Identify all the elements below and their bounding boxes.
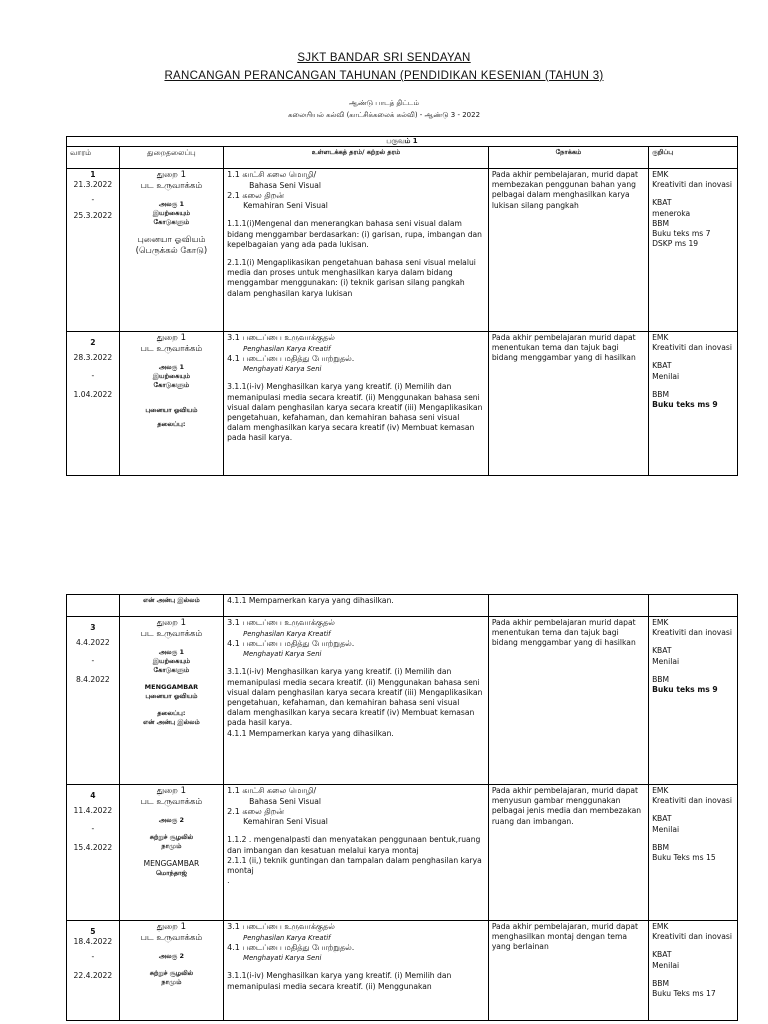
- topic-line: அலகு 1: [158, 200, 184, 208]
- content-line: 1.1 காட்சி கலை மொழி/: [227, 786, 317, 795]
- notes-line: Menilai: [652, 371, 680, 381]
- notes-line: EMK: [652, 922, 669, 931]
- topic-line: தலைப்பு:: [157, 709, 186, 717]
- topic-line: புனையா ஓவியம்: [145, 406, 198, 414]
- topic-line: அலகு 1: [158, 363, 184, 371]
- notes-line: KBAT: [652, 646, 672, 656]
- term-label: பருவம் 1: [67, 137, 738, 147]
- notes-cell: [649, 332, 738, 476]
- week-cell: [67, 169, 120, 332]
- table-row: [67, 617, 738, 785]
- notes-line: Kreativiti dan inovasi: [652, 343, 732, 353]
- topic-line: கோடுகளும்: [153, 381, 190, 389]
- col-topic: துறைதலைப்பு: [119, 147, 223, 169]
- content-cell: [224, 921, 489, 1021]
- notes-line: KBAT: [652, 950, 672, 960]
- topic-cell: [119, 169, 223, 332]
- week-cell: [67, 595, 120, 617]
- topic-line: கோடுகளும்: [153, 218, 190, 226]
- notes-cell: [649, 595, 738, 617]
- week-cell: [67, 921, 120, 1021]
- content-cell: [224, 785, 489, 921]
- notes-line: BBM: [652, 389, 670, 399]
- notes-cell: [649, 921, 738, 1021]
- topic-line: துறை 1: [156, 618, 187, 628]
- week-cell: [67, 617, 120, 785]
- objective-cell: [488, 595, 648, 617]
- content-line: 2.1 கலை திறன்: [227, 806, 285, 816]
- week-number: 3: [90, 623, 96, 632]
- table-row: [67, 595, 738, 617]
- objective-cell: Pada akhir pembelajaran, murid dapat menghasilkan montaj dengan tema yang berlainan: [488, 921, 648, 1021]
- topic-line: பட உருவாக்கம்: [140, 181, 203, 191]
- term-row: [67, 137, 738, 147]
- topic-line: தலைப்பு:: [157, 420, 186, 428]
- topic-cell: [119, 921, 223, 1021]
- topic-line: கோடுகளும்: [153, 666, 190, 674]
- week-dash: -: [91, 952, 95, 962]
- notes-line: KBAT: [652, 361, 672, 371]
- content-line: 3.1.1(i-iv) Menghasilkan karya yang kreatif. (i) Memilih dan memanipulasi media secara kreatif. (ii) Menggunakan bahasa seni visual dalam penghasilan karya secara kreatif (iii) Mengaplikasikan pengetahuan, kefahaman, dan kemahiran bahasa seni visual dalam menghasilkan karya secara kreatif (iv) Membuat kemasan pada hasil karya.: [227, 667, 483, 728]
- week-number: 5: [90, 927, 96, 936]
- week-date-end: 15.4.2022: [73, 842, 113, 852]
- tamil-subtitle-1: ஆண்டு பாடத் திட்டம்: [349, 99, 419, 107]
- content-cell: [224, 617, 489, 785]
- notes-cell: [649, 617, 738, 785]
- notes-line: Kreativiti dan inovasi: [652, 180, 732, 190]
- week-dash: -: [91, 371, 95, 381]
- notes-line: EMK: [652, 333, 669, 342]
- content-line: 2.1.1(i) Mengaplikasikan pengetahuan bahasa seni visual melalui media dan proses untuk menghasilkan karya dalam bidang menggambar menggunakan: (i) teknik garisan silang pangkah dalam penghasilan karya lukisan: [227, 258, 476, 298]
- week-dash: -: [91, 195, 95, 205]
- topic-line: அலகு 1: [158, 648, 184, 656]
- topic-cell: [119, 617, 223, 785]
- week-date-end: 25.3.2022: [73, 210, 113, 220]
- topic-line: இயற்கையும்: [152, 657, 191, 665]
- week-date-end: 8.4.2022: [75, 674, 110, 684]
- notes-line: Buku Teks ms 15: [652, 853, 716, 863]
- content-cell: [224, 332, 489, 476]
- notes-line: Kreativiti dan inovasi: [652, 932, 732, 942]
- table-row: [67, 921, 738, 1021]
- topic-line: பட உருவாக்கம்: [140, 629, 203, 639]
- notes-line: Buku teks ms 9: [652, 685, 718, 695]
- notes-line: Kreativiti dan inovasi: [652, 796, 732, 806]
- notes-line: EMK: [652, 618, 669, 627]
- topic-line: மொந்தாஜ்: [155, 869, 187, 878]
- week-date-end: 1.04.2022: [73, 389, 113, 399]
- content-line: 4.1 படைப்பை மதித்து போற்றுதல்.: [227, 353, 355, 363]
- topic-line: நாமும்: [161, 978, 182, 986]
- plan-table-page-1: [66, 136, 738, 476]
- notes-line: Menilai: [652, 656, 680, 666]
- content-line: Bahasa Seni Visual: [249, 796, 321, 806]
- week-number: 4: [90, 791, 96, 800]
- content-line: Menghayati Karya Seni: [243, 650, 322, 659]
- week-date-start: 18.4.2022: [73, 937, 113, 947]
- topic-line: புனையா ஓவியம்: [145, 692, 198, 700]
- week-dash: -: [91, 824, 95, 834]
- content-line: Penghasilan Karya Kreatif: [243, 629, 331, 638]
- topic-line: துறை 1: [156, 922, 187, 932]
- content-line: Menghayati Karya Seni: [243, 365, 322, 374]
- notes-line: EMK: [652, 170, 669, 179]
- week-date-start: 4.4.2022: [75, 638, 110, 648]
- content-line: 3.1 படைப்பை உருவாக்குதல்: [227, 333, 335, 342]
- col-content: உள்ளடக்கத் தரம்/ கற்றல் தரம்: [224, 147, 489, 169]
- topic-line: புனையா ஓவியம்: [137, 235, 206, 245]
- notes-line: BBM: [652, 842, 670, 852]
- topic-cell: [119, 785, 223, 921]
- week-number: 1: [90, 170, 96, 179]
- topic-cell: என் அன்பு இல்லம்: [119, 595, 223, 617]
- notes-cell: [649, 785, 738, 921]
- content-line: 1.1 காட்சி கலை மொழி/: [227, 170, 317, 179]
- topic-line: MENGGAMBAR: [143, 859, 200, 868]
- notes-line: DSKP ms 19: [652, 239, 699, 249]
- notes-line: Buku teks ms 7: [652, 229, 711, 239]
- notes-line: KBAT: [652, 814, 672, 824]
- table-row: [67, 169, 738, 332]
- topic-line: அலகு 2: [158, 816, 184, 824]
- plan-table-page-2: [66, 594, 738, 1021]
- col-notes: குறிப்பு: [649, 147, 738, 169]
- plan-title: RANCANGAN PERANCANGAN TAHUNAN (PENDIDIKAN KESENIAN (TAHUN 3): [164, 70, 604, 82]
- topic-line: சுற்றுச் சூழலில்: [149, 833, 194, 841]
- notes-line: BBM: [652, 674, 670, 684]
- col-week: வாரம்: [67, 147, 120, 169]
- objective-cell: Pada akhir pembelajaran, murid dapat membezakan penggunan bahan yang pelbagai dalam menghasilkan karya lukisan silang pangkah: [488, 169, 648, 332]
- topic-line: பட உருவாக்கம்: [140, 344, 203, 354]
- week-date-start: 11.4.2022: [73, 806, 113, 816]
- content-line: 3.1.1(i-iv) Menghasilkan karya yang kreatif. (i) Memilih dan memanipulasi media secara kreatif. (ii) Menggunakan bahasa seni visual dalam penghasilan karya secara kreatif (iii) Mengaplikasikan pengetahuan, kefahaman, dan kemahiran bahasa seni visual dalam menghasilkan karya secara kreatif (iv) Membuat kemasan pada hasil karya.: [227, 382, 483, 443]
- notes-line: Buku teks ms 9: [652, 400, 718, 410]
- content-line: 3.1 படைப்பை உருவாக்குதல்: [227, 618, 335, 627]
- week-date-start: 21.3.2022: [73, 180, 113, 190]
- table-row: [67, 785, 738, 921]
- objective-cell: Pada akhir pembelajaran, murid dapat menyusun gambar menggunakan pelbagai jenis media dan membezakan ruang dan imbangan.: [488, 785, 648, 921]
- notes-line: Menilai: [652, 960, 680, 970]
- week-date-end: 22.4.2022: [73, 970, 113, 980]
- week-cell: [67, 785, 120, 921]
- topic-line: நாமும்: [161, 842, 182, 850]
- tamil-subtitle-2: கலையியல் கல்வி (காட்சிக்கலைக் கல்வி) - ஆண்டு 3 - 2022: [287, 111, 481, 119]
- topic-line: MENGGAMBAR: [144, 683, 199, 691]
- topic-line: பட உருவாக்கம்: [140, 797, 203, 807]
- topic-line: துறை 1: [156, 786, 187, 796]
- content-line: 4.1 படைப்பை மதித்து போற்றுதல்.: [227, 942, 355, 952]
- topic-line: பட உருவாக்கம்: [140, 933, 203, 943]
- content-line: 2.1 கலை திறன்: [227, 190, 285, 200]
- week-cell: [67, 332, 120, 476]
- topic-cell: [119, 332, 223, 476]
- notes-line: meneroka: [652, 208, 691, 218]
- notes-line: BBM: [652, 218, 670, 228]
- topic-line: சுற்றுச் சூழலில்: [149, 969, 194, 977]
- col-objective: நோக்கம்: [488, 147, 648, 169]
- content-line: 4.1 படைப்பை மதித்து போற்றுதல்.: [227, 638, 355, 648]
- content-line: Menghayati Karya Seni: [243, 954, 322, 963]
- content-line: Penghasilan Karya Kreatif: [243, 933, 331, 942]
- week-number: 2: [90, 338, 96, 347]
- table-row: [67, 332, 738, 476]
- content-line: Penghasilan Karya Kreatif: [243, 344, 331, 353]
- notes-line: Menilai: [652, 824, 680, 834]
- content-line: 1.1.2 . mengenalpasti dan menyatakan penggunaan bentuk,ruang dan imbangan dan kesatuan melalui karya montaj: [227, 835, 481, 855]
- week-date-start: 28.3.2022: [73, 353, 113, 363]
- content-line: Kemahiran Seni Visual: [243, 201, 328, 211]
- notes-line: EMK: [652, 786, 669, 795]
- objective-cell: Pada akhir pembelajaran murid dapat menentukan tema dan tajuk bagi bidang menggambar yang di hasilkan: [488, 617, 648, 785]
- content-line: 1.1.1(i)Mengenal dan menerangkan bahasa seni visual dalam bidang menggambar berdasarkan: (i) garisan, rupa, imbangan dan kepelbagaian yang ada pada lukisan.: [227, 219, 482, 249]
- notes-line: Kreativiti dan inovasi: [652, 628, 732, 638]
- header-row: [67, 147, 738, 169]
- content-line: 4.1.1 Mempamerkan karya yang dihasilkan.: [227, 728, 394, 738]
- notes-cell: [649, 169, 738, 332]
- notes-line: BBM: [652, 978, 670, 988]
- week-dash: -: [91, 656, 95, 666]
- topic-line: அலகு 2: [158, 952, 184, 960]
- topic-line: இயற்கையும்: [152, 209, 191, 217]
- content-line: 2.1.1 (ii,) teknik guntingan dan tampalan dalam penghasilan karya montaj: [227, 855, 482, 876]
- topic-line: என் அன்பு இல்லம்: [143, 718, 200, 726]
- content-line: 3.1.1(i-iv) Menghasilkan karya yang kreatif. (i) Memilih dan memanipulasi media secara kreatif. (ii) Menggunakan: [227, 971, 452, 991]
- topic-line: துறை 1: [156, 333, 187, 343]
- topic-line: (பெருக்கல் கோடு): [135, 246, 208, 256]
- topic-line: துறை 1: [156, 170, 187, 180]
- school-title: SJKT BANDAR SRI SENDAYAN: [297, 52, 471, 64]
- objective-cell: Pada akhir pembelajaran murid dapat menentukan tema dan tajuk bagi bidang menggambar yang di hasilkan: [488, 332, 648, 476]
- content-cell: [224, 169, 489, 332]
- content-line: 3.1 படைப்பை உருவாக்குதல்: [227, 922, 335, 931]
- content-line: .: [227, 876, 230, 886]
- notes-line: Buku Teks ms 17: [652, 989, 716, 999]
- content-line: Kemahiran Seni Visual: [243, 817, 328, 827]
- notes-line: KBAT: [652, 198, 672, 208]
- content-line: Bahasa Seni Visual: [249, 180, 321, 190]
- topic-line: இயற்கையும்: [152, 372, 191, 380]
- content-cell: 4.1.1 Mempamerkan karya yang dihasilkan.: [224, 595, 489, 617]
